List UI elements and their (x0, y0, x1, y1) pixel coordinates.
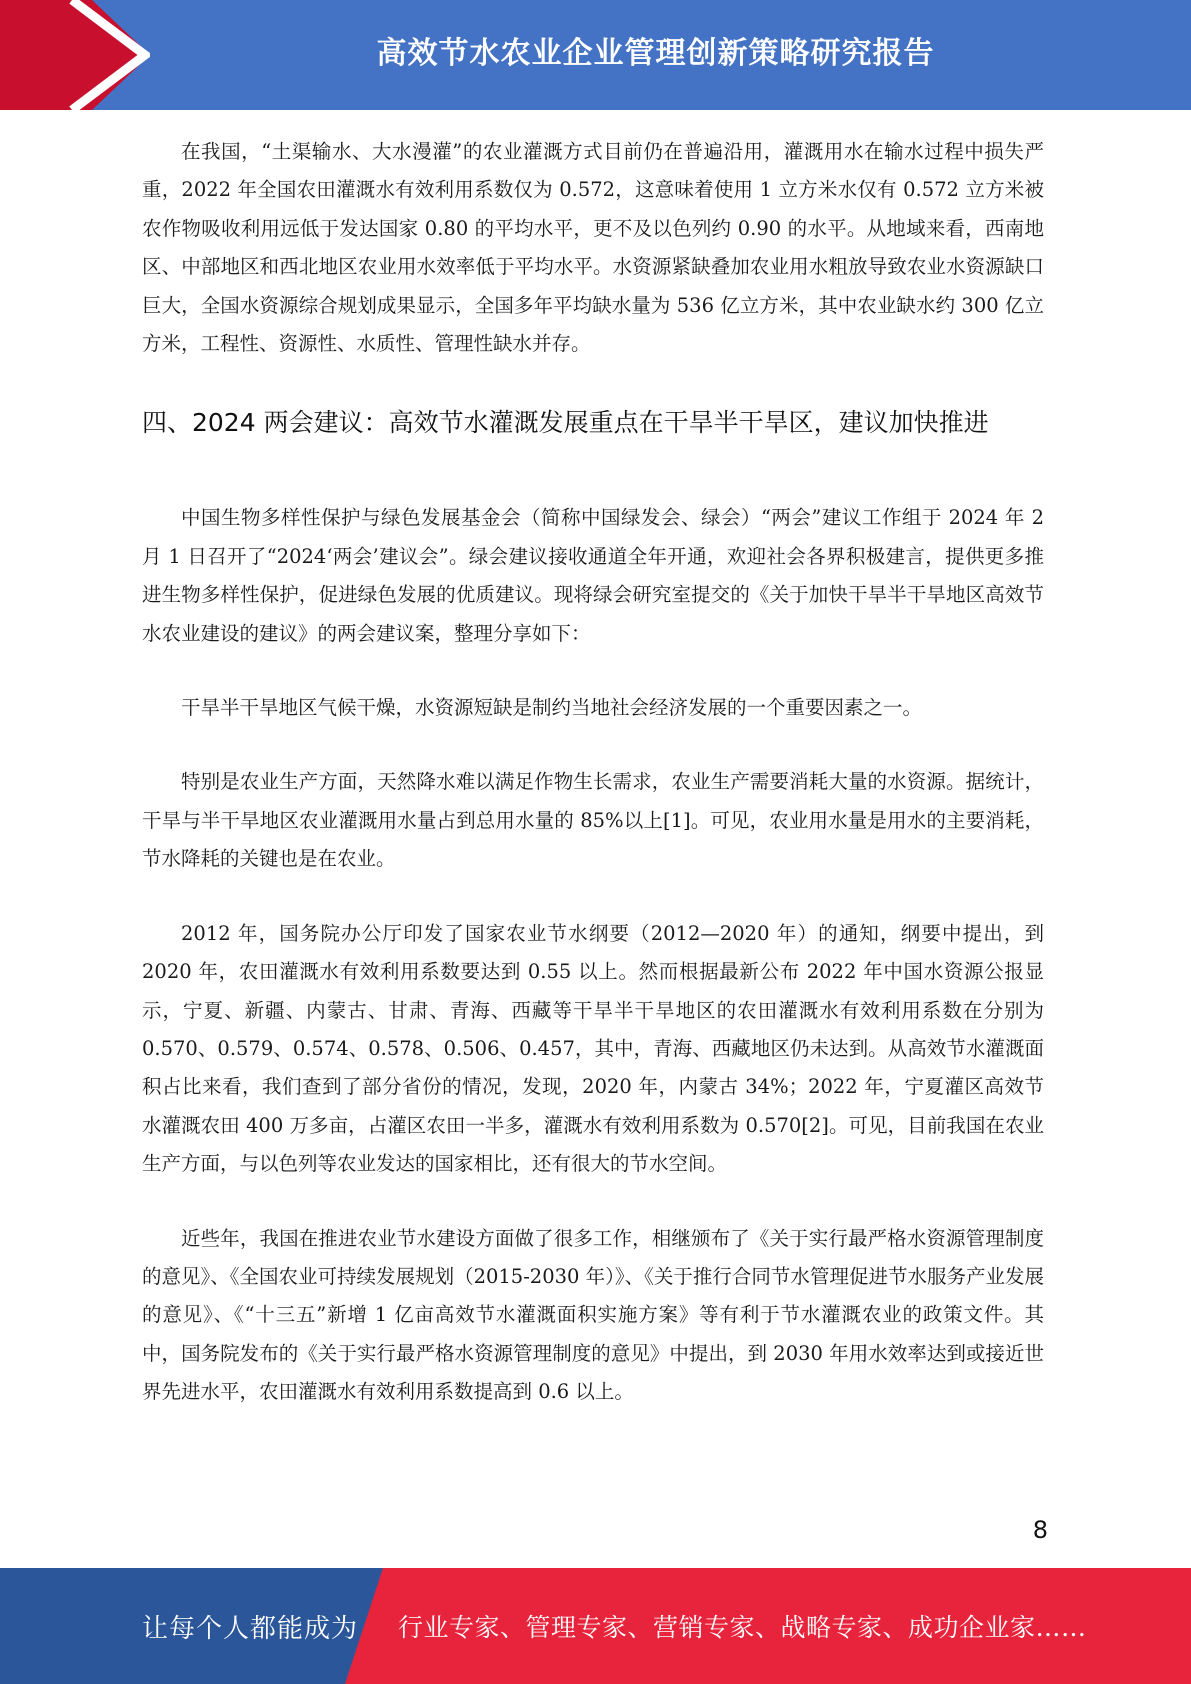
page-header (0, 0, 1191, 110)
paragraph-4: 2012 年，国务院办公厅印发了国家农业节水纲要（2012—2020 年）的通知，纲要中提出，到 2020 年，农田灌溉水有效利用系数要达到 0.55 以上。然而根据最新公布 2022 年中国水资源公报显示，宁夏、新疆、内蒙古、甘肃、青海、西藏等干旱半干旱地区的农田灌溉水有效利用系数在分别为 0.570、0.579、0.574、0.578、0.506、0.457，其中，青海、西藏地区仍未达到。从高效节水灌溉面积占比来看，我们查到了部分省份的情况，发现，2020 年，内蒙古 34%；2022 年，宁夏灌区高效节水灌溉农田 400 万多亩，占灌区农田一半多，灌溉水有效利用系数为 0.570[2]。可见，目前我国在农业生产方面，与以色列等农业发达的国家相比，还有很大的节水空间。 (142, 921, 1044, 1176)
footer-slogan-right: 行业专家、管理专家、营销专家、战略专家、成功企业家…… (398, 1613, 1087, 1642)
page-number: 8 (1032, 1516, 1048, 1544)
page-content (142, 133, 1044, 1412)
section-heading: 四、2024 两会建议：高效节水灌溉发展重点在干旱半干旱区，建议加快推进 (142, 408, 989, 438)
paragraph-1: 中国生物多样性保护与绿色发展基金会（简称中国绿发会、绿会）“两会”建议工作组于 2024 年 2 月 1 日召开了“2024‘两会’建议会”。绿会建议接收通道全年开通，欢迎社会各界积极建言，提供更多推进生物多样性保护，促进绿色发展的优质建议。现将绿会研究室提交的《关于加快干旱半干旱地区高效节水农业建设的建议》的两会建议案，整理分享如下： (142, 506, 1044, 645)
chevron-right-icon (0, 0, 150, 110)
paragraph-3: 特别是农业生产方面，天然降水难以满足作物生长需求，农业生产需要消耗大量的水资源。据统计，干旱与半干旱地区农业灌溉用水量占到总用水量的 85%以上[1]。可见，农业用水量是用水的主要消耗，节水降耗的关键也是在农业。 (142, 770, 1044, 871)
page-footer (0, 1568, 1191, 1684)
intro-paragraph: 在我国，“土渠输水、大水漫灌”的农业灌溉方式目前仍在普遍沿用，灌溉用水在输水过程中损失严重，2022 年全国农田灌溉水有效利用系数仅为 0.572，这意味着使用 1 立方米水仅有 0.572 立方米被农作物吸收利用远低于发达国家 0.80 的平均水平，更不及以色列约 0.90 的水平。从地域来看，西南地区、中部地区和西北地区农业用水效率低于平均水平。水资源紧缺叠加农业用水粗放导致农业水资源缺口巨大，全国水资源综合规划成果显示，全国多年平均缺水量为 536 亿立方米，其中农业缺水约 300 亿立方米，工程性、资源性、水质性、管理性缺水并存。 (142, 140, 1044, 356)
report-title: 高效节水农业企业管理创新策略研究报告 (376, 36, 935, 71)
paragraph-2: 干旱半干旱地区气候干燥，水资源短缺是制约当地社会经济发展的一个重要因素之一。 (181, 696, 923, 720)
footer-slogan-left: 让每个人都能成为 (142, 1613, 359, 1644)
paragraph-5: 近些年，我国在推进农业节水建设方面做了很多工作，相继颁布了《关于实行最严格水资源管理制度的意见》、《全国农业可持续发展规划（2015-2030 年）》、《关于推行合同节水管理促进节水服务产业发展的意见》、《“十三五”新增 1 亿亩高效节水灌溉面积实施方案》等有利于节水灌溉农业的政策文件。其中，国务院发布的《关于实行最严格水资源管理制度的意见》中提出，到 2030 年用水效率达到或接近世界先进水平，农田灌溉水有效利用系数提高到 0.6 以上。 (142, 1226, 1044, 1404)
